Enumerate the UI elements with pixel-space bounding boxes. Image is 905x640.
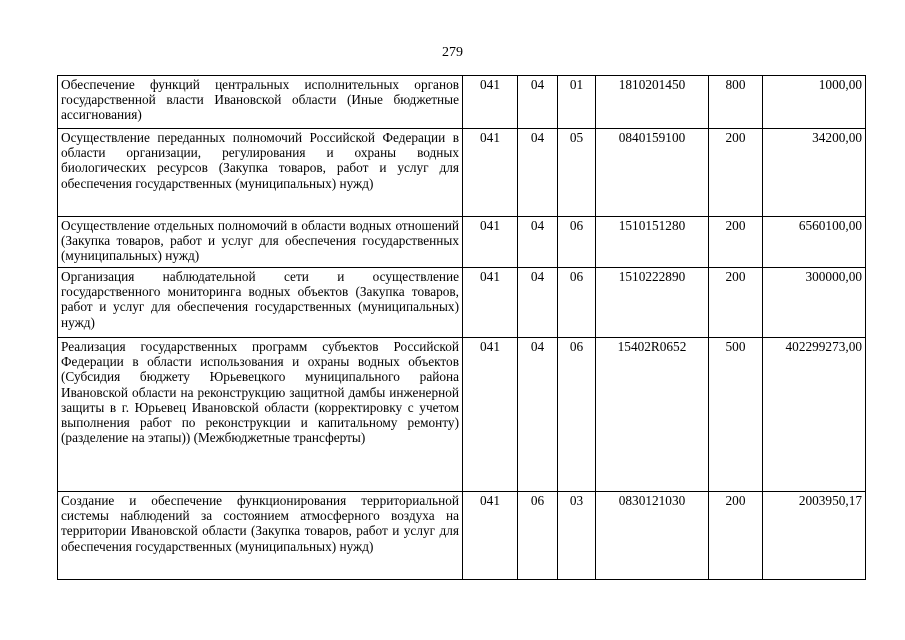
- expense-type-code: 200: [709, 129, 763, 217]
- expense-type-code: 800: [709, 76, 763, 129]
- ministry-code: 041: [463, 76, 518, 129]
- subsection-code: 05: [558, 129, 596, 217]
- expense-type-code: 200: [709, 268, 763, 338]
- table-row: [58, 492, 866, 580]
- amount: 6560100,00: [763, 217, 866, 268]
- row-description: Реализация государственных программ субъектов Российской Федерации в области использования и охраны водных объектов (Субсидия бюджету Юрьевецкого муниципального района Ивановской области на реконструкцию защитной дамбы инженерной защиты в г. Юрьевец Ивановской области (корректировку с учетом выполнения работ по реконструкции и капитальному ремонту) (разделение на этапы)) (Межбюджетные трансферты): [58, 338, 463, 492]
- subsection-code: 01: [558, 76, 596, 129]
- target-item-code: 1510222890: [596, 268, 709, 338]
- table-body: [58, 76, 866, 580]
- subsection-code: 06: [558, 268, 596, 338]
- table-row: [58, 217, 866, 268]
- ministry-code: 041: [463, 268, 518, 338]
- row-description: Организация наблюдательной сети и осуществление государственного мониторинга водных объектов (Закупка товаров, работ и услуг для обеспечения государственных (муниципальных) нужд): [58, 268, 463, 338]
- subsection-code: 06: [558, 338, 596, 492]
- section-code: 06: [518, 492, 558, 580]
- row-description: Осуществление отдельных полномочий в области водных отношений (Закупка товаров, работ и услуг для обеспечения государственных (муниципальных) нужд): [58, 217, 463, 268]
- ministry-code: 041: [463, 129, 518, 217]
- row-description: Создание и обеспечение функционирования территориальной системы наблюдений за состоянием атмосферного воздуха на территории Ивановской области (Закупка товаров, работ и услуг для обеспечения государственных (муниципальных) нужд): [58, 492, 463, 580]
- expense-type-code: 200: [709, 492, 763, 580]
- table-row: [58, 338, 866, 492]
- target-item-code: 1510151280: [596, 217, 709, 268]
- subsection-code: 06: [558, 217, 596, 268]
- ministry-code: 041: [463, 217, 518, 268]
- section-code: 04: [518, 338, 558, 492]
- ministry-code: 041: [463, 338, 518, 492]
- amount: 1000,00: [763, 76, 866, 129]
- section-code: 04: [518, 217, 558, 268]
- page-number: 279: [442, 45, 463, 60]
- table-row: [58, 268, 866, 338]
- table-row: [58, 76, 866, 129]
- subsection-code: 03: [558, 492, 596, 580]
- section-code: 04: [518, 268, 558, 338]
- amount: 402299273,00: [763, 338, 866, 492]
- amount: 34200,00: [763, 129, 866, 217]
- expense-type-code: 200: [709, 217, 763, 268]
- target-item-code: 15402R0652: [596, 338, 709, 492]
- row-description: Осуществление переданных полномочий Российской Федерации в области организации, регулирования и охраны водных биологических ресурсов (Закупка товаров, работ и услуг для обеспечения государственных (муниципальных) нужд): [58, 129, 463, 217]
- amount: 2003950,17: [763, 492, 866, 580]
- target-item-code: 1810201450: [596, 76, 709, 129]
- budget-table: [57, 75, 866, 580]
- section-code: 04: [518, 76, 558, 129]
- expense-type-code: 500: [709, 338, 763, 492]
- target-item-code: 0840159100: [596, 129, 709, 217]
- target-item-code: 0830121030: [596, 492, 709, 580]
- ministry-code: 041: [463, 492, 518, 580]
- amount: 300000,00: [763, 268, 866, 338]
- row-description: Обеспечение функций центральных исполнительных органов государственной власти Ивановской области (Иные бюджетные ассигнования): [58, 76, 463, 129]
- table-row: [58, 129, 866, 217]
- section-code: 04: [518, 129, 558, 217]
